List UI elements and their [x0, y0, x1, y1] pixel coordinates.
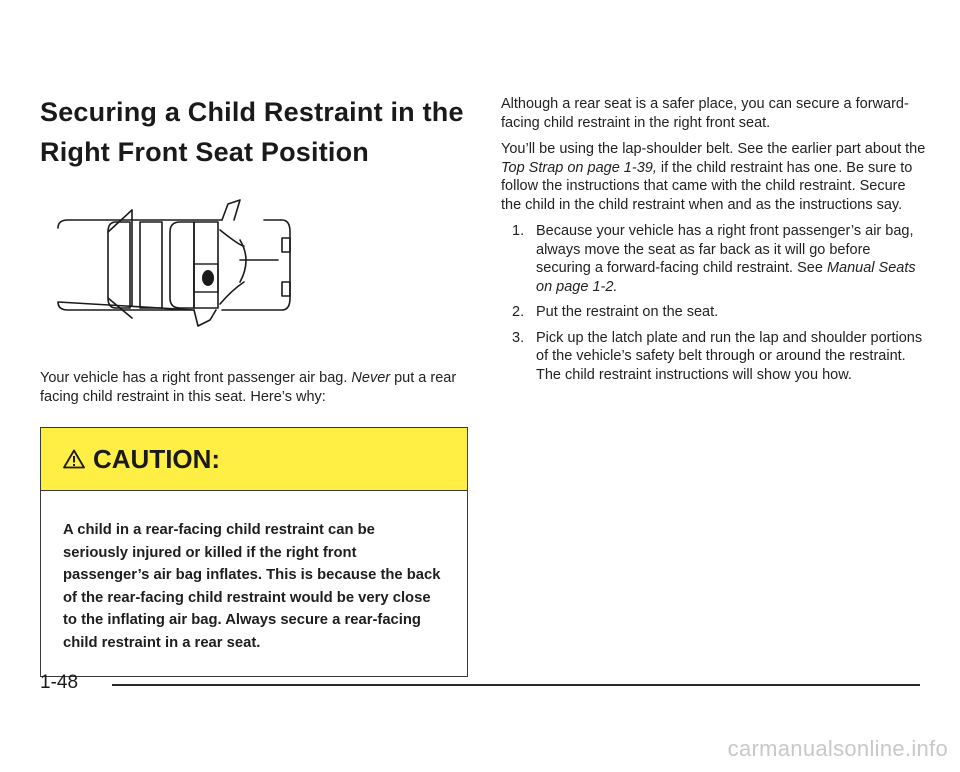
vehicle-top-view-passenger-airbag-icon	[44, 186, 300, 334]
list-item: 1. Because your vehicle has a right front passenger’s air bag, always move the seat as far back as it will go before securing a forward-facing child restraint. See Manual Seats on page 1-2.	[512, 223, 916, 295]
caution-title: CAUTION:	[93, 443, 221, 474]
section-heading-line1: Securing a Child Restraint in the	[40, 97, 464, 127]
caution-text: A child in a rear-facing child restraint can be seriously injured or killed if the right front passenger’s air bag inflates. This is because the back of the rear-facing child restraint would be very close to the inflating air bag. Always secure a rear-facing child restraint in a rear seat.	[63, 522, 441, 651]
step-number: 2.	[512, 304, 525, 320]
caution-header	[41, 428, 467, 491]
intro-paragraph: Your vehicle has a right front passenger air bag. Never put a rear facing child restraint in this seat. Here’s why:	[40, 370, 457, 405]
list-item: 3. Pick up the latch plate and run the lap and shoulder portions of the vehicle’s safety belt through or around the restraint. The child restraint instructions will show you how.	[512, 329, 923, 383]
right-column	[501, 95, 926, 391]
cross-reference-manual-seats: Manual Seats on page 1-2.	[536, 260, 916, 295]
section-heading	[40, 92, 468, 172]
warning-triangle-icon	[63, 449, 85, 469]
footer-divider	[112, 684, 920, 686]
page-number: 1-48	[40, 672, 79, 693]
section-heading-line2: Right Front Seat Position	[40, 137, 369, 167]
list-item: 2. Put the restraint on the seat.	[512, 304, 719, 320]
paragraph-lap-shoulder-belt: You’ll be using the lap-shoulder belt. See the earlier part about the Top Strap on page 1-39, if the child restraint has one. Be sure to follow the instructions that came with the child restraint. Secure the child in the child restraint when and as the instructions say.	[501, 141, 926, 213]
step-number: 1.	[512, 223, 525, 239]
cross-reference-top-strap: Top Strap on page 1-39,	[501, 159, 657, 176]
paragraph-rear-seat-safer: Although a rear seat is a safer place, you can secure a forward-facing child restraint in the right front seat.	[501, 96, 909, 131]
steps-list	[501, 222, 926, 384]
intro-emphasis: Never	[351, 370, 391, 386]
step-number: 3.	[512, 329, 525, 346]
caution-box	[40, 427, 468, 677]
left-column	[40, 92, 468, 677]
watermark: carmanualsonline.info	[727, 736, 948, 761]
